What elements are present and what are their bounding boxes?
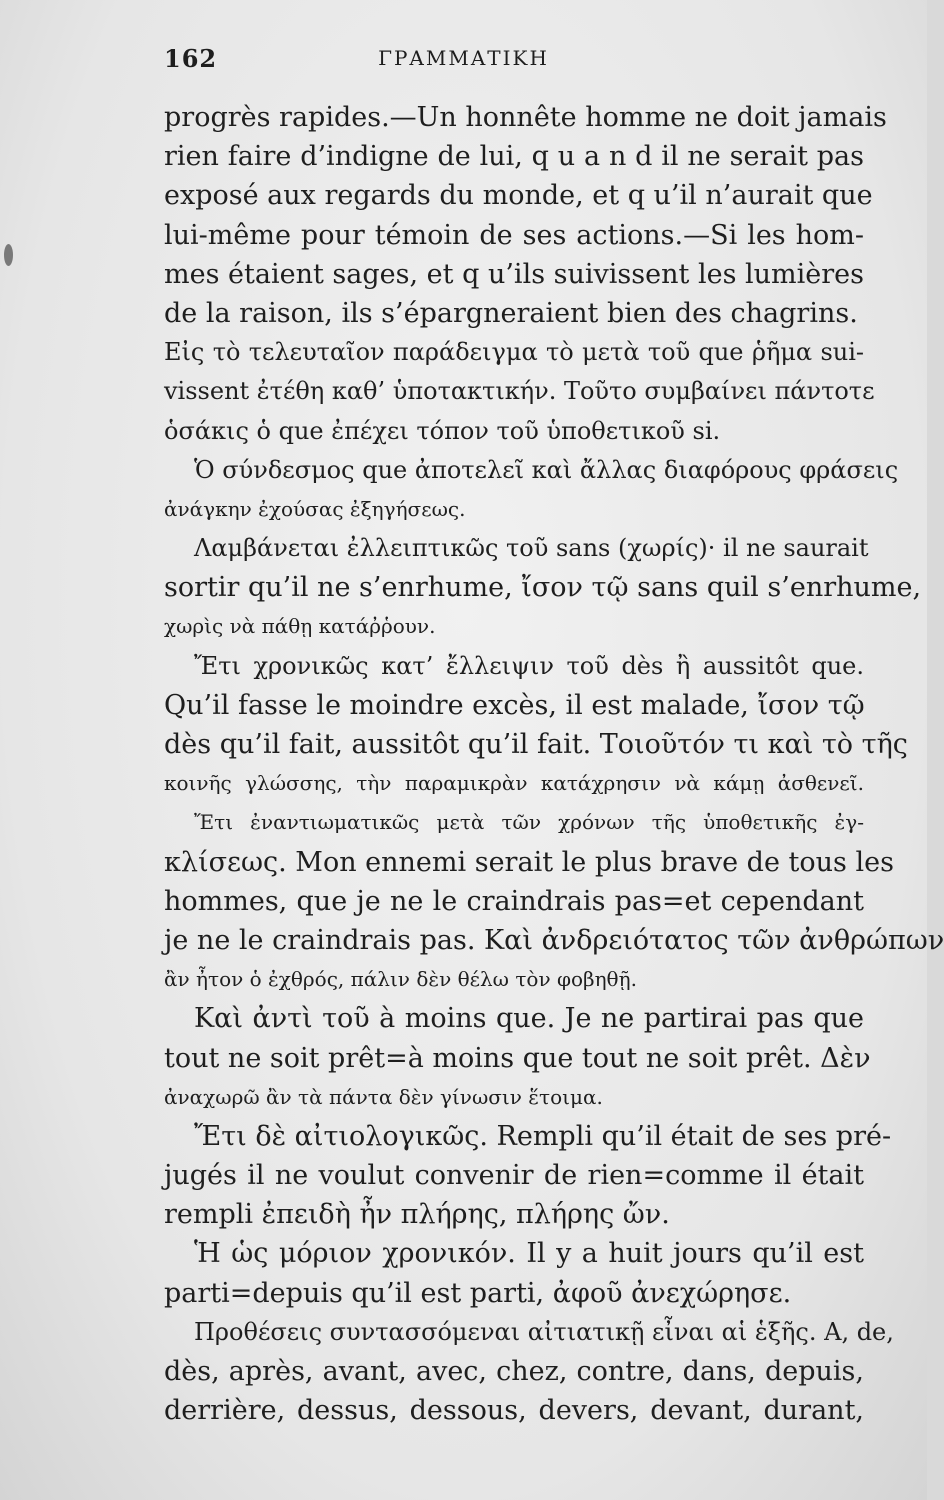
text-line: exposé aux regards du monde, et q u’il n’aurait que — [164, 180, 873, 212]
text-line: progrès rapides.—Un honnête homme ne doit jamais — [164, 102, 887, 133]
text-line: jugés il ne voulut convenir de rien=comme il était — [164, 1160, 864, 1192]
text-line: tout ne soit prêt=à moins que tout ne soit prêt. Δὲν — [164, 1042, 871, 1074]
text-line: Ὁ σύνδεσμος que ἀποτελεῖ καὶ ἄλλας διαφόρους φράσεις — [194, 455, 899, 484]
text-line: mes étaient sages, et q u’ils suivissent les lumières — [164, 258, 864, 290]
text-line: rien faire d’indigne de lui, q u a n d il ne serait pas — [164, 141, 864, 173]
text-line: Εἰς τὸ τελευταῖον παράδειγμα τὸ μετὰ τοῦ que ῥῆμα sui- — [164, 338, 864, 367]
text-line: ὁσάκις ὁ que ἐπέχει τόπον τοῦ ὑποθετικοῦ si. — [164, 416, 721, 445]
text-line: sortir qu’il ne s’enrhume, ἴσον τῷ sans quil s’enrhume, — [164, 572, 922, 604]
text-line: χωρὶς νὰ πάθῃ κατάῤῥουν. — [164, 614, 436, 639]
text-line: dès, après, avant, avec, chez, contre, dans, depuis, — [164, 1356, 864, 1387]
text-line: de la raison, ils s’épargneraient bien des chagrins. — [164, 297, 858, 329]
page-number: 162 — [164, 44, 218, 73]
ink-spot — [4, 244, 13, 266]
running-title: ΓΡΑΜΜΑΤΙΚΗ — [378, 46, 549, 70]
text-line: κλίσεως. Mon ennemi serait le plus brave de tous les — [164, 846, 894, 878]
page-header — [0, 44, 927, 84]
text-line: κοινῆς γλώσσης, τὴν παραμικρὰν κατάχρησιν νὰ κάμῃ ἀσθενεῖ. — [164, 771, 864, 796]
text-line: Ἔτι ἐναντιωματικῶς μετὰ τῶν χρόνων τῆς ὑποθετικῆς ἐγ- — [194, 810, 864, 835]
text-line: Καὶ ἀντὶ τοῦ à moins que. Je ne partirai pas que — [194, 1003, 864, 1035]
body-text — [164, 98, 944, 1430]
text-line: vissent ἐτέθη καθ’ ὑποτακτικήν. Τοῦτο συμβαίνει πάντοτε — [164, 377, 875, 406]
text-line: hommes, que je ne le craindrais pas=et cependant — [164, 885, 864, 917]
text-line: Ἔτι χρονικῶς κατ’ ἔλλειψιν τοῦ dès ἢ aussitôt que. — [194, 651, 864, 680]
text-line: Λαμβάνεται ἐλλειπτικῶς τοῦ sans (χωρίς)· il ne saurait — [194, 534, 869, 563]
text-line: ἀναχωρῶ ἂν τὰ πάντα δὲν γίνωσιν ἕτοιμα. — [164, 1084, 603, 1109]
text-line: je ne le craindrais pas. Καὶ ἀνδρειότατος τῶν ἀνθρώπων — [164, 924, 944, 956]
text-line: rempli ἐπειδὴ ἦν πλήρης, πλήρης ὤν. — [164, 1199, 670, 1231]
text-line: Ἡ ὡς μόριον χρονικόν. Il y a huit jours qu’il est — [194, 1238, 864, 1270]
text-line: Qu’il fasse le moindre excès, il est malade, ἴσον τῷ — [164, 689, 865, 721]
text-line: lui-même pour témoin de ses actions.—Si les hom- — [164, 219, 864, 251]
text-line: ἂν ἦτον ὁ ἐχθρός, πάλιν δὲν θέλω τὸν φοβηθῇ. — [164, 967, 637, 992]
text-line: derrière, dessus, dessous, devers, devant, durant, — [164, 1395, 864, 1427]
text-line: Ἔτι δὲ αἰτιολογικῶς. Rempli qu’il était de ses pré- — [194, 1120, 892, 1152]
text-line: dès qu’il fait, aussitôt qu’il fait. Τοιοῦτόν τι καὶ τὸ τῆς — [164, 729, 908, 760]
text-line: Προθέσεις συντασσόμεναι αἰτιατικῇ εἶναι αἱ ἑξῆς. A, de, — [194, 1317, 894, 1346]
text-line: parti=depuis qu’il est parti, ἀφοῦ ἀνεχώρησε. — [164, 1277, 792, 1309]
text-line: ἀνάγκην ἐχούσας ἐξηγήσεως. — [164, 496, 466, 521]
